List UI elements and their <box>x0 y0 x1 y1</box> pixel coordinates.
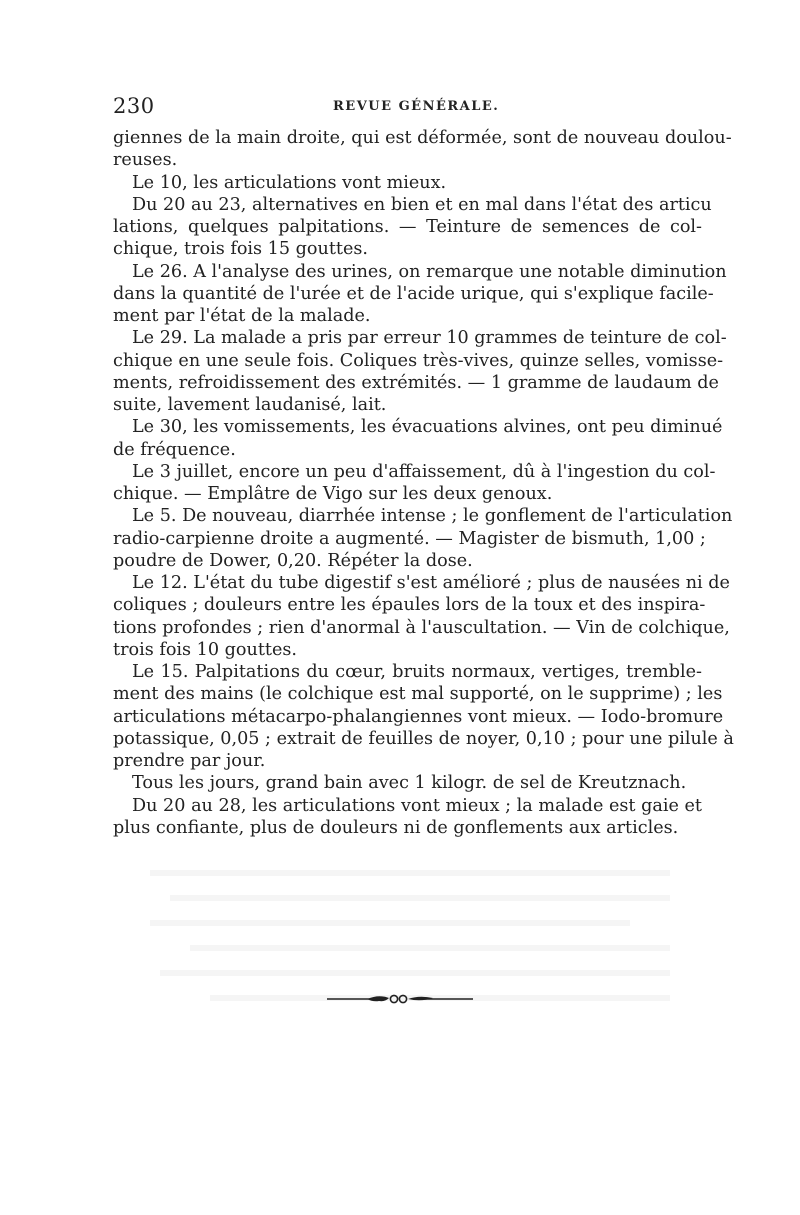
text-line: Le 10, les articulations vont mieux. <box>132 172 447 193</box>
text-line: radio-carpienne droite a augmenté. — Magister de bismuth, 1,00 ; <box>113 528 706 549</box>
text-line: articulations métacarpo-phalangiennes vont mieux. — Iodo-bromure <box>113 706 724 727</box>
text-line: Le 15. Palpitations du cœur, bruits normaux, vertiges, tremble- <box>132 662 702 682</box>
text-line: ments, refroidissement des extrémités. — 1 gramme de laudaum de <box>113 372 719 393</box>
text-line: prendre par jour. <box>113 751 266 771</box>
text-line: suite, lavement laudanisé, lait. <box>113 395 387 415</box>
running-title: REVUE GÉNÉRALE. <box>333 99 500 114</box>
text-line: de fréquence. <box>113 439 236 460</box>
text-line: Le 12. L'état du tube digestif s'est amélioré ; plus de nausées ni de <box>132 573 730 593</box>
text-line: tions profondes ; rien d'anormal à l'auscultation. — Vin de colchique, <box>113 617 730 638</box>
text-line: poudre de Dower, 0,20. Répéter la dose. <box>113 550 473 571</box>
body-text <box>113 127 734 839</box>
text-line: coliques ; douleurs entre les épaules lors de la toux et des inspira- <box>113 595 706 616</box>
text-line: chique en une seule fois. Coliques très-vives, quinze selles, vomisse- <box>113 350 724 371</box>
text-line: giennes de la main droite, qui est déformée, sont de nouveau doulou- <box>113 128 732 148</box>
text-line: Le 3 juillet, encore un peu d'affaissement, dû à l'ingestion du col- <box>132 461 716 482</box>
text-line: reuses. <box>113 150 178 171</box>
text-line: Le 26. A l'analyse des urines, on remarque une notable diminution <box>132 261 727 282</box>
text-line: Le 30, les vomissements, les évacuations alvines, ont peu diminué <box>132 417 723 438</box>
text-line: Du 20 au 28, les articulations vont mieux ; la malade est gaie et <box>132 795 702 816</box>
text-line: chique, trois fois 15 gouttes. <box>113 239 369 260</box>
text-line: chique. — Emplâtre de Vigo sur les deux genoux. <box>113 484 553 504</box>
text-line: ment des mains (le colchique est mal supporté, on le supprime) ; les <box>113 684 723 705</box>
page-number: 230 <box>113 94 155 118</box>
text-line: Le 5. De nouveau, diarrhée intense ; le gonflement de l'articulation <box>132 506 733 527</box>
tailpiece-ornament-icon <box>327 992 473 1006</box>
page-header <box>113 94 700 122</box>
text-line: Le 29. La malade a pris par erreur 10 grammes de teinture de col- <box>132 328 727 349</box>
text-line: plus confiante, plus de douleurs ni de gonflements aux articles. <box>113 817 679 838</box>
text-line: Du 20 au 23, alternatives en bien et en mal dans l'état des articu <box>132 194 712 215</box>
text-line: Tous les jours, grand bain avec 1 kilogr. de sel de Kreutznach. <box>132 773 687 794</box>
text-line: lations, quelques palpitations. — Teinture de semences de col- <box>113 217 702 237</box>
text-line: trois fois 10 gouttes. <box>113 639 298 660</box>
text-line: potassique, 0,05 ; extrait de feuilles de noyer, 0,10 ; pour une pilule à <box>113 728 734 749</box>
text-line: dans la quantité de l'urée et de l'acide urique, qui s'explique facile- <box>113 283 714 304</box>
text-line: ment par l'état de la malade. <box>113 306 371 326</box>
